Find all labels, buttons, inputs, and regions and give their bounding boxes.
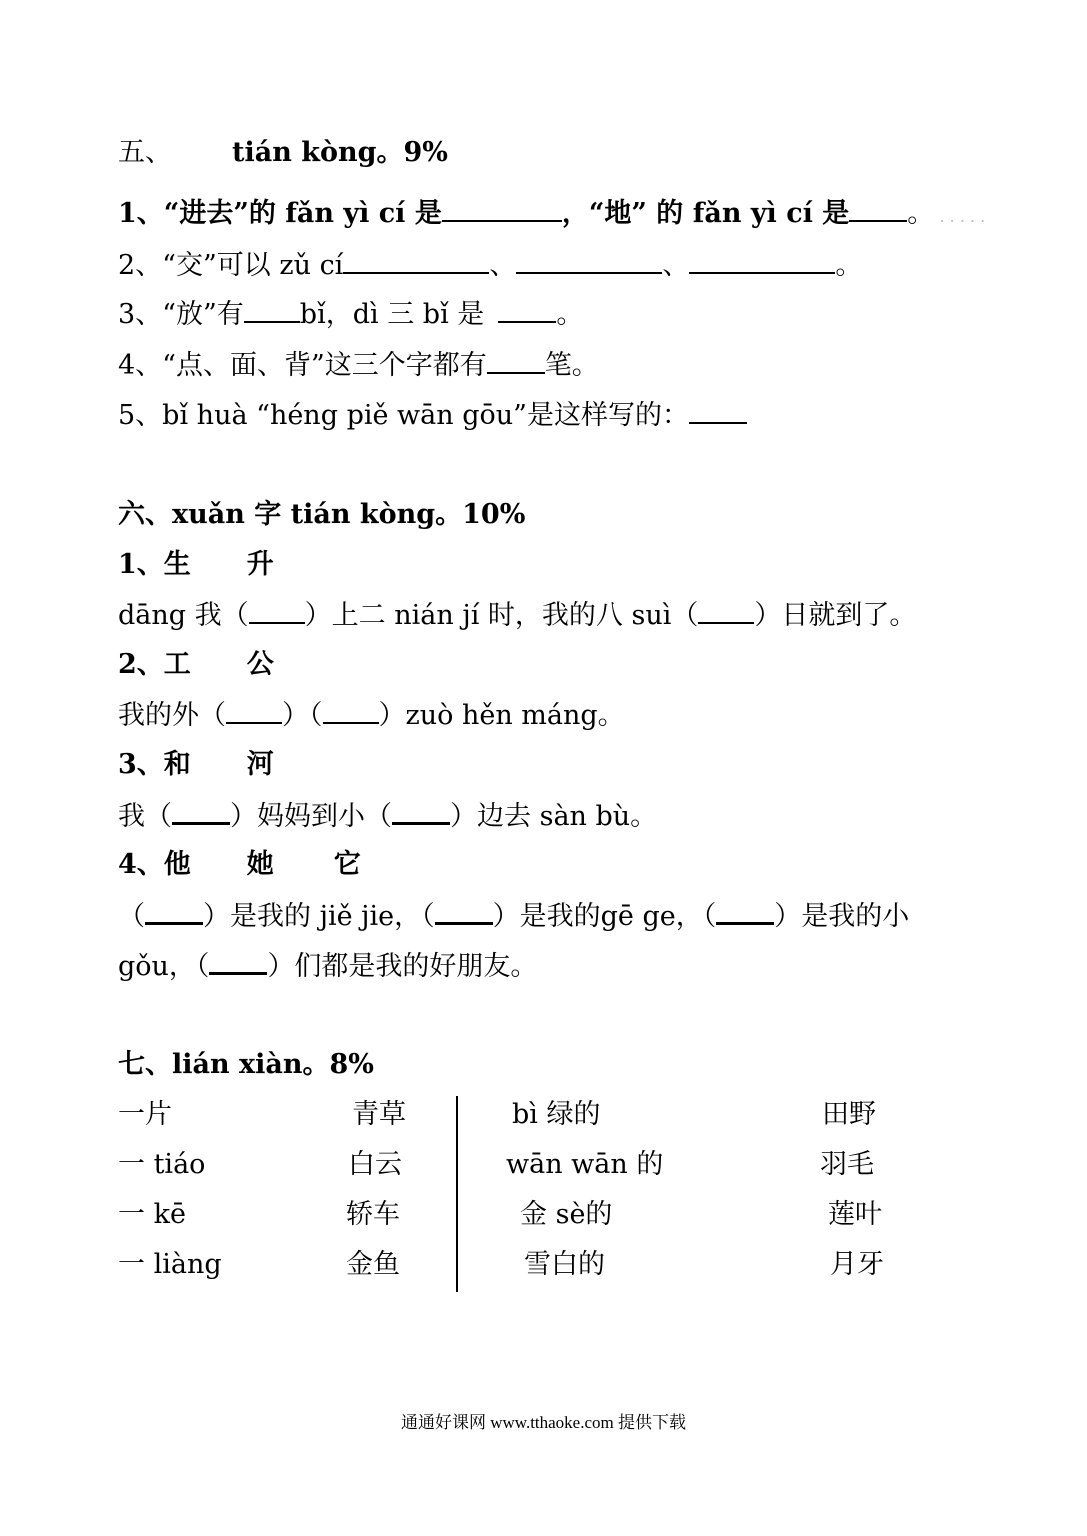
s7-left-item-3[interactable]: 一 kē — [118, 1199, 186, 1230]
s6-g1-blank-1[interactable] — [249, 598, 305, 624]
s6-g4-blank-2[interactable] — [435, 898, 493, 925]
s5-q3-blank-2[interactable] — [498, 297, 556, 323]
s5-q2-text: 2、“交”可以 zǔ cí — [118, 250, 344, 281]
s6-g3-char-2: 河 — [246, 749, 274, 780]
s7-left-match-3[interactable]: 轿车 — [346, 1199, 400, 1230]
s7-left-match-4[interactable]: 金鱼 — [346, 1249, 400, 1280]
s5-q4-text: 4、“点、面、背”这三个字都有 — [118, 350, 487, 381]
s6-g2-blank-1[interactable] — [226, 698, 282, 724]
s6-group-4-chars — [118, 848, 361, 882]
section5-title-text: tián kòng。9% — [232, 137, 448, 168]
s7-right-match-3[interactable]: 莲叶 — [828, 1199, 882, 1230]
s6-g2-char-2: 公 — [246, 649, 274, 680]
s5-q3-end: 。 — [556, 299, 584, 330]
s7-left-item-4[interactable]: 一 liàng — [118, 1249, 222, 1280]
s6-g1-s-c: ）日就到了。 — [754, 600, 917, 631]
s6-g4-s1: （ — [118, 901, 145, 932]
s6-g1-blank-2[interactable] — [698, 598, 754, 624]
s7-right-match-4[interactable]: 月牙 — [830, 1249, 884, 1280]
s6-g3-s-c: ）边去 sàn bù。 — [450, 801, 658, 832]
s6-g4-char-2: 她 — [246, 849, 274, 880]
s5-q2-blank-2[interactable] — [516, 248, 662, 274]
s5-question-5 — [118, 398, 747, 433]
s6-g1-char-1: 1、生 — [118, 549, 191, 580]
s5-q5-blank[interactable] — [689, 398, 747, 424]
s7-right-item-2[interactable]: wān wān 的 — [506, 1149, 664, 1180]
s5-q2-blank-3[interactable] — [689, 248, 835, 274]
s5-q2-sep-1: 、 — [489, 250, 517, 281]
s6-group-2-chars — [118, 648, 274, 682]
s5-q1-end: 。 — [907, 198, 935, 229]
s7-left-match-2[interactable]: 白云 — [348, 1149, 402, 1180]
s5-question-2 — [118, 248, 862, 283]
s6-group-2-sentence — [118, 698, 625, 733]
s7-left-item-2[interactable]: 一 tiáo — [118, 1149, 206, 1180]
s6-group-1-chars — [118, 548, 274, 582]
s6-g4-blank-1[interactable] — [145, 898, 203, 925]
s5-q1-blank-2[interactable] — [849, 196, 907, 222]
s6-group-1-sentence — [118, 598, 916, 633]
s6-g4-blank-4[interactable] — [209, 948, 267, 975]
s6-g3-char-1: 3、和 — [118, 749, 191, 780]
s5-q1-text-2: ，“地” 的 fǎn yì cí 是 — [561, 198, 850, 229]
s6-g4-s2: ）是我的 jiě jie，（ — [203, 901, 435, 932]
section6-title: 六、xuǎn 字 tián kòng。10% — [118, 499, 526, 530]
s6-g2-s-a: 我的外（ — [118, 700, 226, 731]
s5-question-3 — [118, 297, 583, 332]
s6-g1-s-a: dāng 我（ — [118, 600, 249, 631]
s6-g4-char-3: 它 — [333, 849, 361, 880]
s6-group-4-sentence-line-1 — [118, 898, 909, 934]
s7-right-item-4[interactable]: 雪白的 — [524, 1249, 605, 1280]
s6-g2-blank-2[interactable] — [323, 698, 379, 724]
s6-g4-s3: ）是我的gē ge，（ — [492, 901, 717, 932]
column-divider — [456, 1096, 458, 1292]
footer-credit: 通通好课网 www.tthaoke.com 提供下载 — [400, 1413, 687, 1432]
s5-q2-sep-2: 、 — [662, 250, 690, 281]
s5-question-1: 1、“进去”的 fǎn yì cí 是 ，“地” 的 fǎn yì cí 是 。 . . . . . — [118, 198, 986, 229]
s6-g4-blank-3[interactable] — [716, 898, 774, 925]
section7-title: 七、lián xiàn。8% — [118, 1049, 374, 1080]
s6-g4-s5: gǒu，（ — [118, 951, 210, 982]
s6-g1-s-b: ）上二 nián jí 时，我的八 suì（ — [304, 600, 699, 631]
s6-g4-s6: ）们都是我的好朋友。 — [267, 951, 538, 982]
s6-g2-s-c: ）zuò hěn máng。 — [378, 700, 625, 731]
s6-g3-blank-2[interactable] — [392, 798, 450, 825]
s5-q4-blank[interactable] — [487, 348, 545, 374]
s7-left-item-1[interactable]: 一片 — [118, 1099, 172, 1130]
s6-g4-char-1: 4、他 — [118, 849, 191, 880]
s6-group-4-sentence-line-2 — [118, 948, 537, 984]
s6-g2-char-1: 2、工 — [118, 649, 191, 680]
s5-q1-blank-1[interactable] — [442, 196, 562, 222]
section5-title — [118, 136, 448, 170]
s6-g3-s-b: ）妈妈到小（ — [230, 801, 392, 832]
s6-g2-s-b: ）（ — [282, 700, 323, 731]
s6-g3-blank-1[interactable] — [172, 798, 230, 825]
s7-right-item-1[interactable]: bì 绿的 — [512, 1099, 601, 1130]
s5-q5-text: 5、bǐ huà “héng piě wān gōu”是这样写的： — [118, 400, 689, 431]
s6-g3-s-a: 我（ — [118, 801, 172, 832]
s5-q3-blank-1[interactable] — [244, 297, 300, 323]
s6-g1-char-2: 升 — [246, 549, 274, 580]
s5-q2-end: 。 — [835, 250, 863, 281]
s5-question-4 — [118, 348, 599, 383]
s5-q1-text: 1、“进去”的 fǎn yì cí 是 — [118, 198, 442, 229]
s6-group-3-chars — [118, 748, 274, 782]
s6-group-3-sentence — [118, 798, 657, 834]
s5-q3-text-2: bǐ，dì 三 bǐ 是 — [299, 299, 485, 330]
s7-right-item-3[interactable]: 金 sè的 — [520, 1199, 613, 1230]
section5-number: 五、 — [118, 137, 172, 168]
s6-g4-s4: ）是我的小 — [774, 901, 910, 932]
s7-right-match-1[interactable]: 田野 — [822, 1099, 876, 1130]
s5-q2-blank-1[interactable] — [343, 248, 489, 274]
s7-right-match-2[interactable]: 羽毛 — [820, 1149, 874, 1180]
s5-q3-text: 3、“放”有 — [118, 299, 244, 330]
s5-q4-end: 笔。 — [544, 350, 599, 381]
s7-left-match-1[interactable]: 青草 — [352, 1099, 406, 1130]
